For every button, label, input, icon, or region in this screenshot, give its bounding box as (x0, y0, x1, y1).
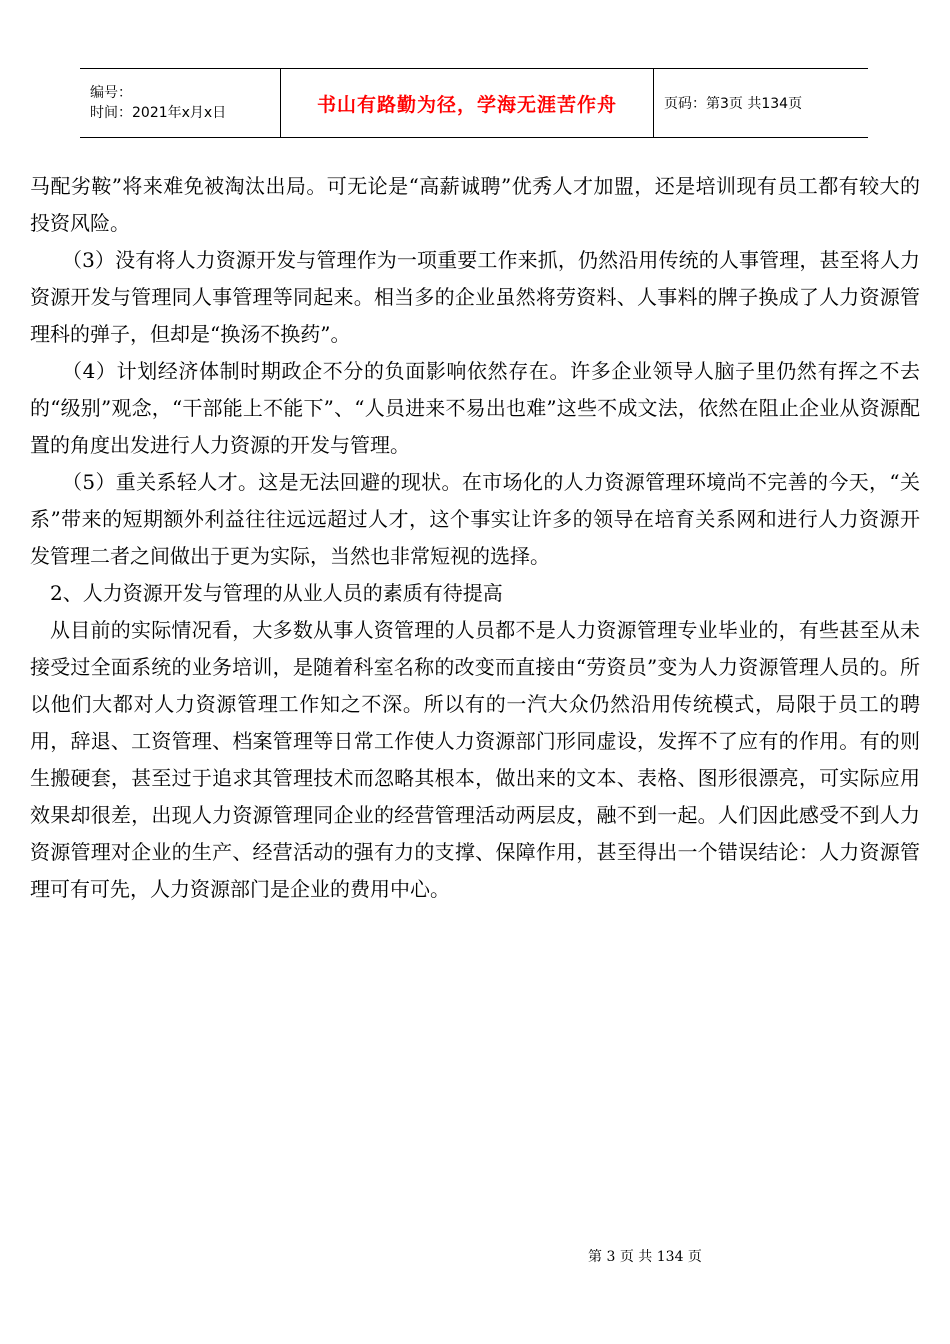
header-page-info: 页码：第3页 共134页 (664, 96, 803, 112)
header-motto: 书山有路勤为径，学海无涯苦作舟 (316, 93, 617, 116)
paragraph: （4）计划经济体制时期政企不分的负面影响依然存在。许多企业领导人脑子里仍然有挥之不去的“级别”观念，“干部能上不能下”、“人员进来不易出也难”这些不成文法，依然在阻止企业从资源配置的角度出发进行人力资源的开发与管理。 (30, 359, 920, 457)
serial-number-label: 编号： (90, 85, 132, 101)
document-body (30, 168, 920, 908)
footer-page-number: 第 3 页 共 134 页 (588, 1249, 702, 1265)
date-label: 时间：2021年x月x日 (90, 105, 227, 121)
paragraph: 从目前的实际情况看，大多数从事人资管理的人员都不是人力资源管理专业毕业的，有些甚至从未接受过全面系统的业务培训，是随着科室名称的改变而直接由“劳资员”变为人力资源管理人员的。所以他们大都对人力资源管理工作知之不深。所以有的一汽大众仍然沿用传统模式，局限于员工的聘用，辞退、工资管理、档案管理等日常工作使人力资源部门形同虚设，发挥不了应有的作用。有的则生搬硬套，甚至过于追求其管理技术而忽略其根本，做出来的文本、表格、图形很漂亮，可实际应用效果却很差，出现人力资源管理同企业的经营管理活动两层皮，融不到一起。人们因此感受不到人力资源管理对企业的生产、经营活动的强有力的支撑、保障作用，甚至得出一个错误结论：人力资源管理可有可先，人力资源部门是企业的费用中心。 (30, 618, 920, 901)
section-heading: 2、人力资源开发与管理的从业人员的素质有待提高 (50, 581, 503, 605)
paragraph: （5）重关系轻人才。这是无法回避的现状。在市场化的人力资源管理环境尚不完善的今天，“关系”带来的短期额外利益往往远远超过人才，这个事实让许多的领导在培育关系网和进行人力资源开发管理二者之间做出于更为实际，当然也非常短视的选择。 (30, 470, 920, 568)
header-page-info-cell (654, 69, 868, 137)
header-meta (80, 69, 280, 137)
paragraph: 马配劣鞍”将来难免被淘汰出局。可无论是“高薪诚聘”优秀人才加盟，还是培训现有员工都有较大的投资风险。 (30, 174, 920, 235)
page-footer (0, 1246, 950, 1266)
header-motto-cell (280, 69, 654, 137)
paragraph: （3）没有将人力资源开发与管理作为一项重要工作来抓，仍然沿用传统的人事管理，甚至将人力资源开发与管理同人事管理等同起来。相当多的企业虽然将劳资料、人事料的牌子换成了人力资源管理科的弹子，但却是“换汤不换药”。 (30, 248, 920, 346)
document-header (80, 68, 868, 138)
